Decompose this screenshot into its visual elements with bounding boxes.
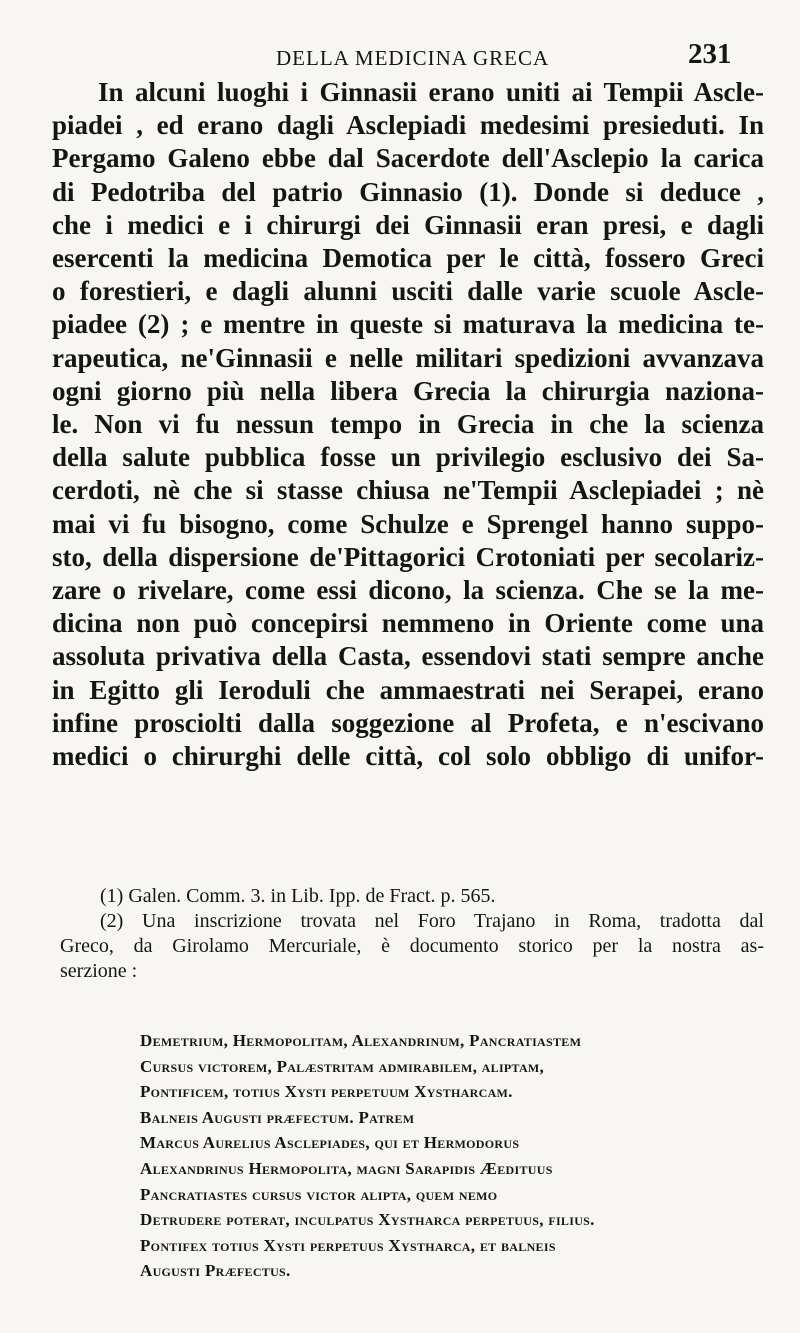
inscription-line: Pontificem, totius Xysti perpetuum Xystharcam. bbox=[140, 1082, 513, 1102]
inscription-line: Pancratiastes cursus victor alipta, quem nemo bbox=[140, 1184, 498, 1204]
inscription-line: Alexandrinus Hermopolita, magni Sarapidis Æedituus bbox=[140, 1158, 553, 1178]
text-line: medici o chirurghi delle città, col solo obbligo di unifor- bbox=[52, 741, 764, 772]
inscription-line: Marcus Aurelius Asclepiades, qui et Hermodorus bbox=[140, 1133, 520, 1153]
text-line: zare o rivelare, come essi dicono, la scienza. Che se la me- bbox=[52, 575, 764, 606]
text-line: piadee (2) ; e mentre in queste si maturava la medicina te- bbox=[52, 309, 764, 340]
text-line: cerdoti, nè che si stasse chiusa ne'Tempii Asclepiadei ; nè bbox=[52, 475, 764, 506]
text-line: della salute pubblica fosse un privilegio esclusivo dei Sa- bbox=[52, 442, 764, 473]
text-line: rapeutica, ne'Ginnasii e nelle militari spedizioni avvanzava bbox=[52, 342, 764, 373]
inscription-line: Pontifex totius Xysti perpetuus Xystharca, et balneis bbox=[140, 1235, 556, 1255]
text-line: mai vi fu bisogno, come Schulze e Sprengel hanno suppo- bbox=[52, 508, 764, 539]
inscription-line: Augusti Præfectus. bbox=[140, 1261, 291, 1281]
footnote-line: Greco, da Girolamo Mercuriale, è documento storico per la nostra as- bbox=[60, 935, 764, 957]
text-line: piadei , ed erano dagli Asclepiadi medesimi presieduti. In bbox=[52, 110, 764, 141]
text-line: ogni giorno più nella libera Grecia la chirurgia naziona- bbox=[52, 375, 764, 406]
text-line: Pergamo Galeno ebbe dal Sacerdote dell'Asclepio la carica bbox=[52, 143, 764, 174]
footnote-1: (1) Galen. Comm. 3. in Lib. Ipp. de Fract. p. 565. bbox=[100, 885, 496, 907]
text-line: in Egitto gli Ieroduli che ammaestrati nei Serapei, erano bbox=[52, 674, 764, 705]
footnote-2: (2) Una inscrizione trovata nel Foro Trajano in Roma, tradotta dal bbox=[100, 910, 764, 932]
inscription-line: Demetrium, Hermopolitam, Alexandrinum, Pancratiastem bbox=[140, 1031, 582, 1050]
text-line: esercenti la medicina Demotica per le città, fossero Greci bbox=[52, 243, 764, 274]
text-line: di Pedotriba del patrio Ginnasio (1). Donde si deduce , bbox=[52, 176, 764, 207]
inscription-line: Cursus victorem, Palæstritam admirabilem, aliptam, bbox=[140, 1056, 545, 1076]
text-line: o forestieri, e dagli alunni usciti dalle varie scuole Ascle- bbox=[52, 276, 764, 307]
inscription-line: Detrudere poterat, inculpatus Xystharca perpetuus, filius. bbox=[140, 1210, 595, 1230]
text-line: che i medici e i chirurgi dei Ginnasii eran presi, e dagli bbox=[52, 209, 764, 240]
text-line: In alcuni luoghi i Ginnasii erano uniti ai Tempii Ascle- bbox=[98, 77, 764, 107]
main-text bbox=[52, 76, 764, 773]
text-line: sto, della dispersione de'Pittagorici Crotoniati per secolariz- bbox=[52, 541, 764, 572]
page-header bbox=[0, 38, 800, 72]
text-line: assoluta privativa della Casta, essendovi stati sempre anche bbox=[52, 641, 764, 672]
inscription-line: Balneis Augusti præfectum. Patrem bbox=[140, 1107, 415, 1127]
running-head: DELLA MEDICINA GRECA bbox=[276, 46, 550, 70]
text-line: le. Non vi fu nessun tempo in Grecia in che la scienza bbox=[52, 409, 764, 440]
text-line: dicina non può concepirsi nemmeno in Oriente come una bbox=[52, 608, 764, 639]
footnotes bbox=[60, 884, 764, 984]
text-line: infine prosciolti dalla soggezione al Profeta, e n'escivano bbox=[52, 707, 764, 738]
latin-inscription bbox=[140, 1028, 760, 1284]
page-number: 231 bbox=[688, 38, 732, 70]
footnote-line: serzione : bbox=[60, 960, 138, 982]
